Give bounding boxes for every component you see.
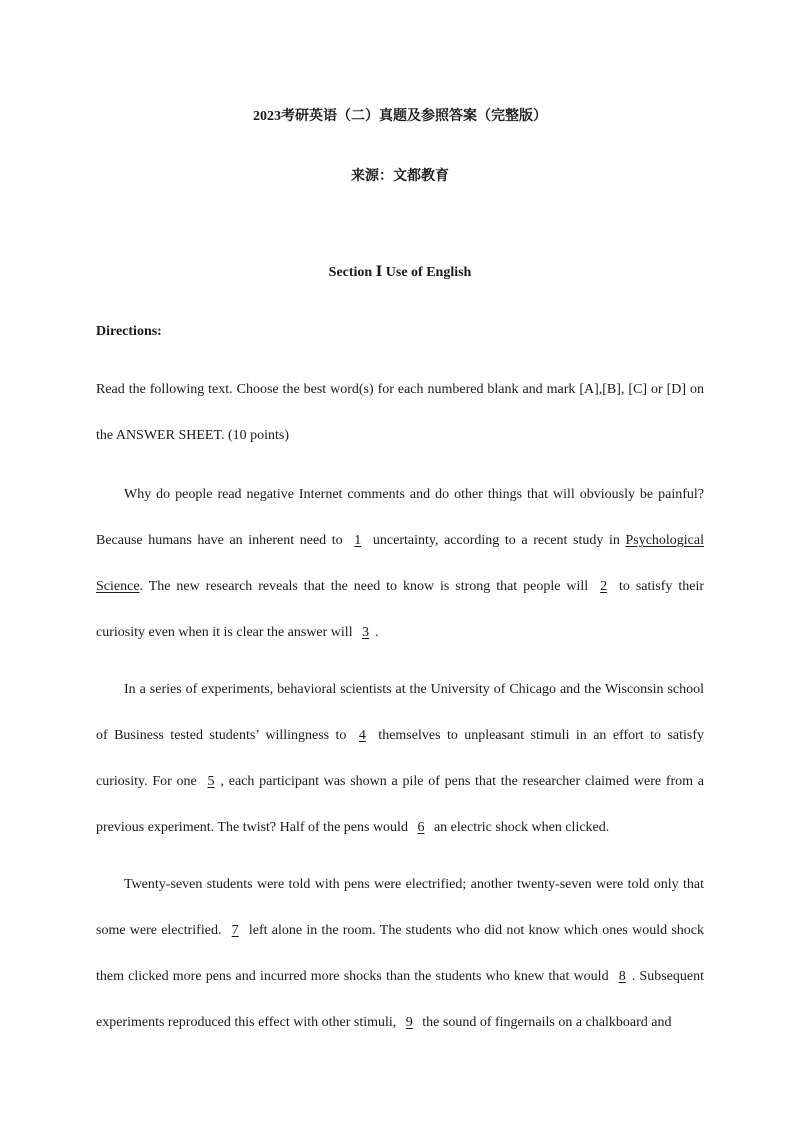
passage-paragraph-1 <box>96 472 704 656</box>
blank-1: 1 <box>354 533 362 548</box>
text-span: themselves to unpleasant stimuli in an effort to satisfy curiosity. For one <box>96 728 704 789</box>
blank-3: 3 <box>362 625 370 640</box>
text-span: left alone in the room. The students who did not know which ones would shock them clicked more pens and incurred more shocks than the students who knew that would <box>96 923 704 984</box>
blank-7: 7 <box>231 923 239 938</box>
blank-2: 2 <box>600 579 608 594</box>
blank-6: 6 <box>417 820 425 835</box>
text-span: . Subsequent experiments reproduced this effect with other stimuli, <box>96 969 704 1030</box>
text-span: . <box>375 625 379 640</box>
directions-label: Directions: <box>96 324 162 339</box>
passage-paragraph-2 <box>96 667 704 851</box>
text-span: In a series of experiments, behavioral scientists at the University of Chicago and the Wisconsin school of Business tested students’ willingness to <box>96 682 704 743</box>
text-span: Twenty-seven students were told with pens were electrified; another twenty-seven were told only that some were electrified. <box>96 877 704 938</box>
document-source: 来源：文都教育 <box>351 169 449 184</box>
text-span: . The new research reveals that the need to know is strong that people will <box>139 579 595 594</box>
journal-name: Psychological Science <box>96 533 704 594</box>
blank-8: 8 <box>618 969 626 984</box>
blank-9: 9 <box>405 1015 413 1030</box>
blank-4: 4 <box>358 728 366 743</box>
document-title: 2023考研英语（二）真题及参照答案（完整版） <box>253 109 547 124</box>
text-span: an electric shock when clicked. <box>430 820 610 835</box>
blank-5: 5 <box>207 774 215 789</box>
directions-text: Read the following text. Choose the best word(s) for each numbered blank and mark [A],[B], [C] or [D] on the ANSWER SHEET. (10 points) <box>96 382 704 443</box>
section-heading: Section Ⅰ Use of English <box>328 265 472 280</box>
passage-paragraph-3 <box>96 862 704 1046</box>
text-span: , each participant was shown a pile of pens that the researcher claimed were from a previous experiment. The twist? Half of the pens would <box>96 774 705 835</box>
text-span: Why do people read negative Internet comments and do other things that will obviously be painful? Because humans have an inherent need to <box>96 487 704 548</box>
text-span: to satisfy their curiosity even when it is clear the answer will <box>96 579 704 640</box>
text-span: the sound of fingernails on a chalkboard and <box>418 1015 672 1030</box>
text-span: uncertainty, according to a recent study in <box>367 533 626 548</box>
